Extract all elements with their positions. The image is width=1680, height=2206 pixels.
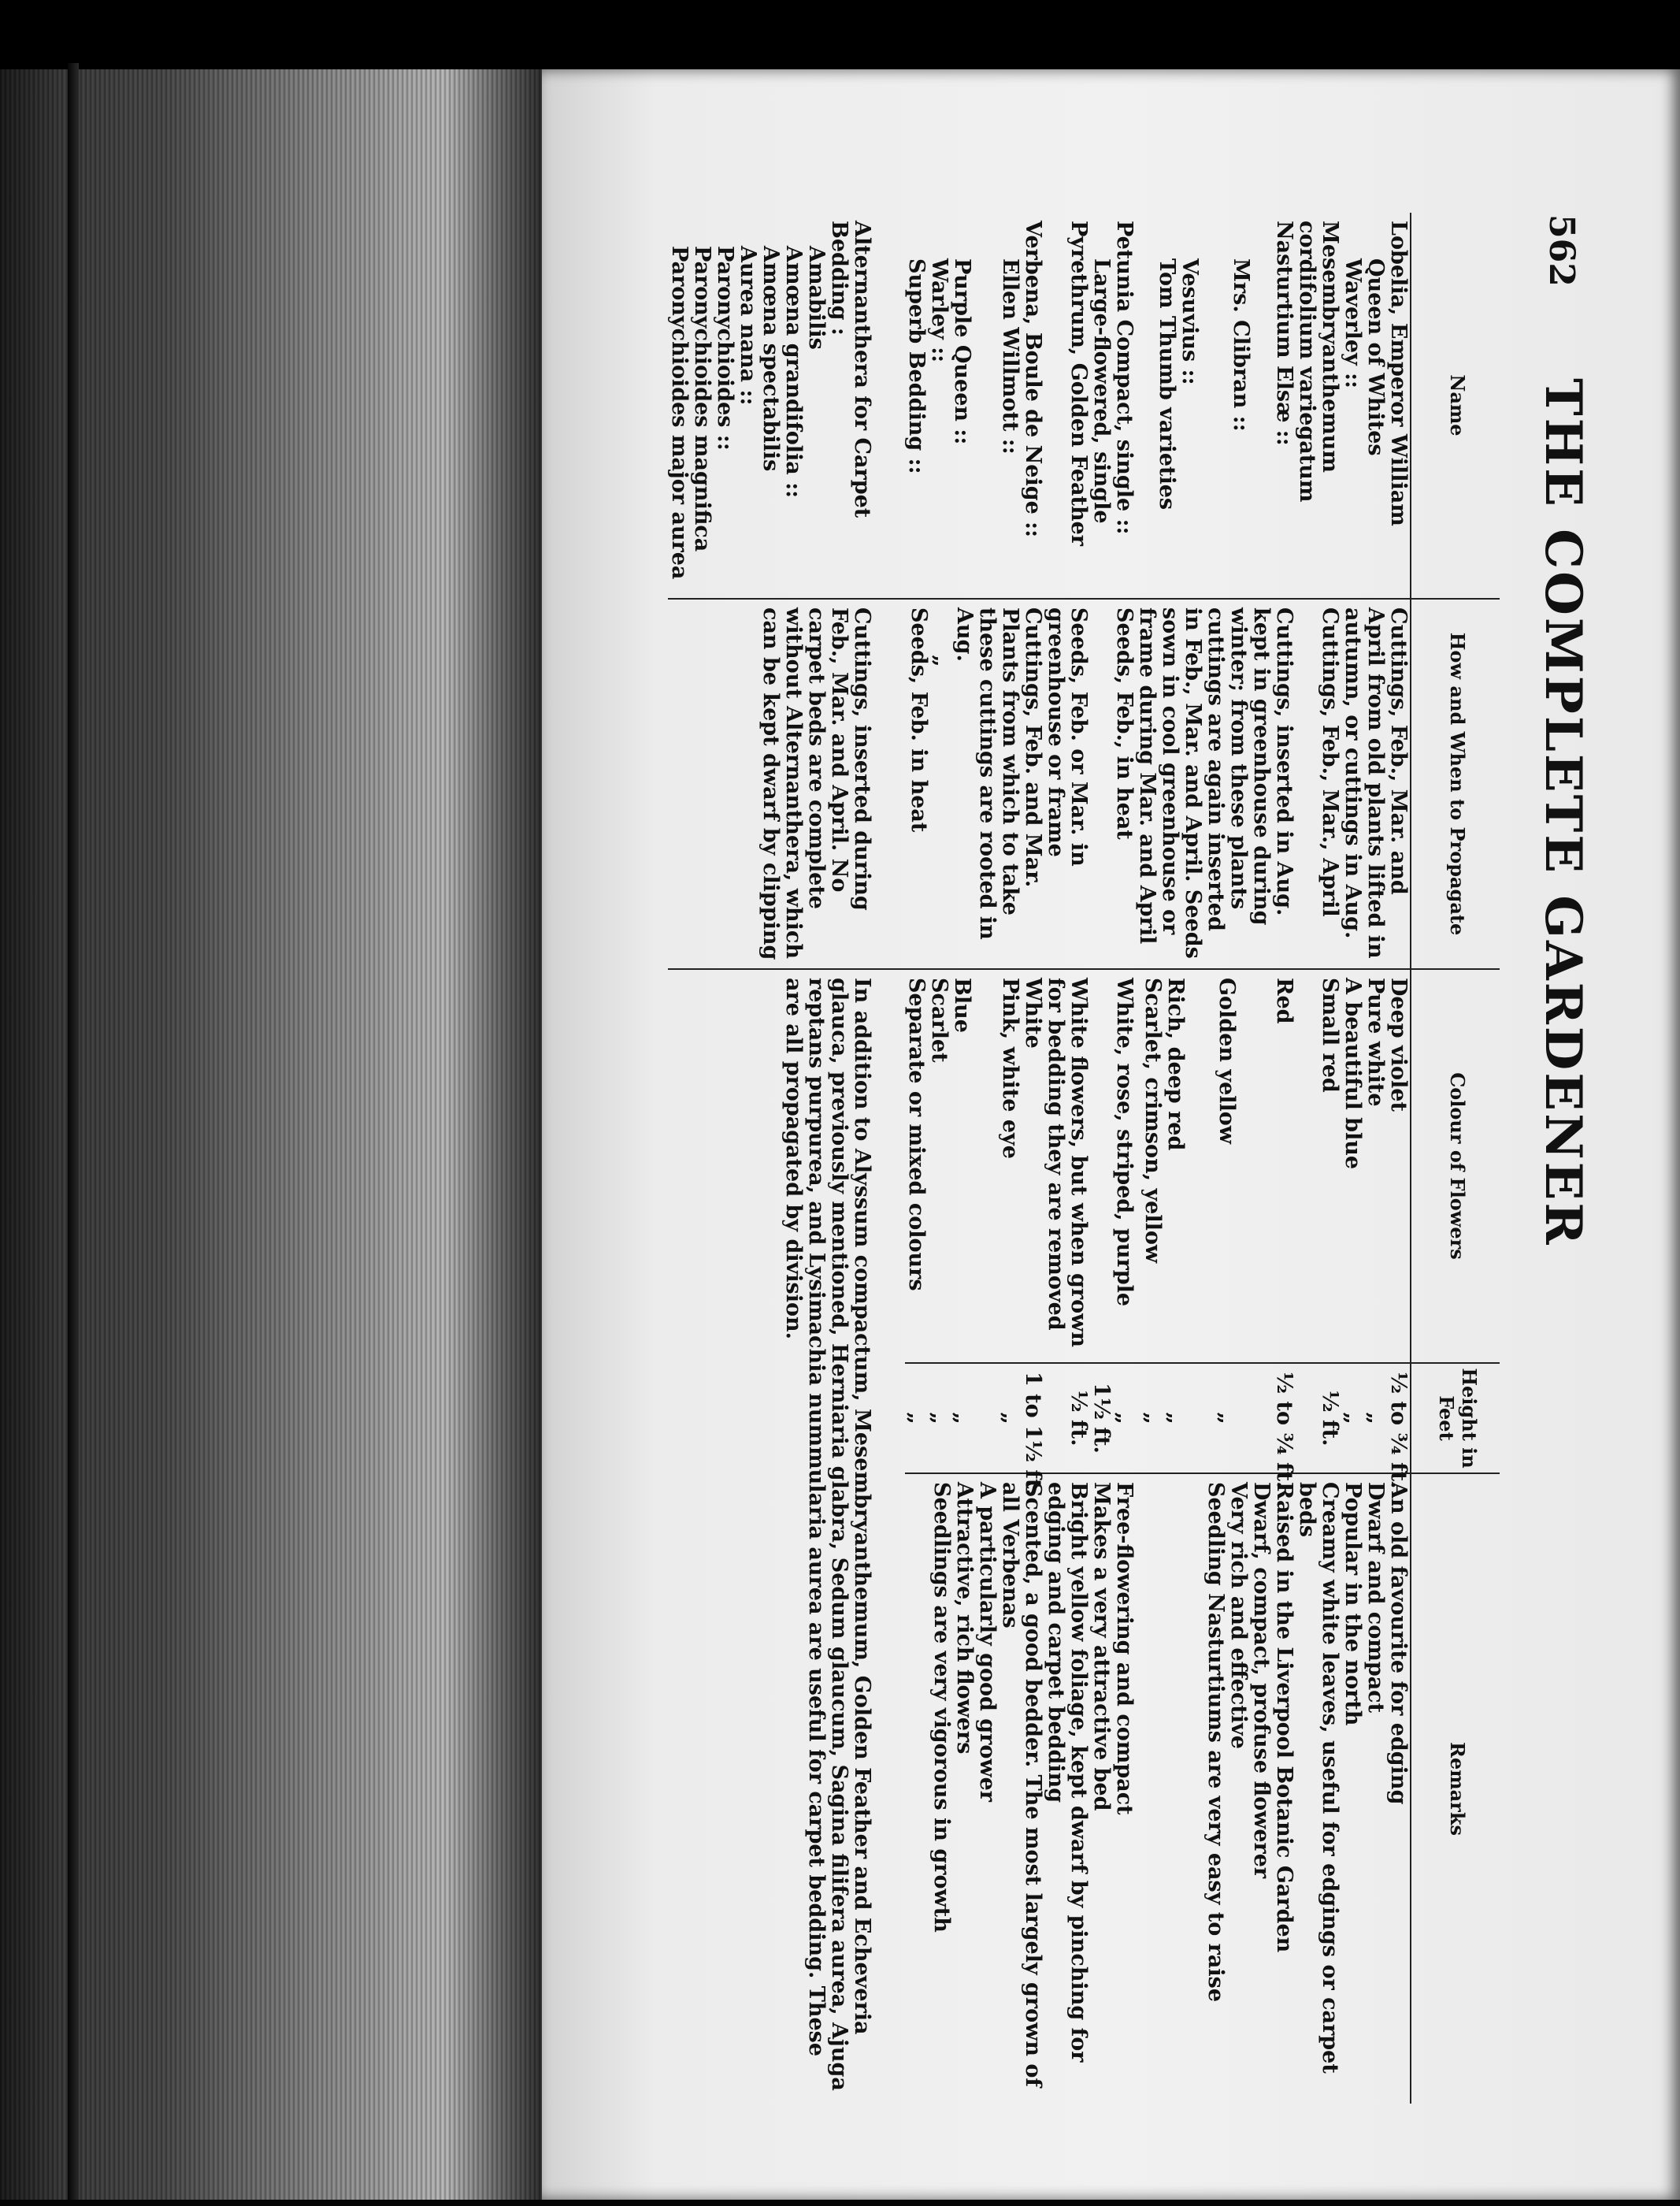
remarks-cell bbox=[1136, 1473, 1296, 2104]
colour-value: Pink, white eye bbox=[998, 978, 1022, 1159]
colour-value: Scarlet bbox=[927, 978, 951, 1063]
propagate-cell: Seeds, Feb. or Mar. in greenhouse or frame bbox=[1044, 599, 1090, 969]
plant-name: Nasturtium Elsæ :: bbox=[1272, 221, 1296, 446]
table-header-row bbox=[1411, 213, 1500, 2104]
plant-name: Mrs. Clibran :: bbox=[1229, 258, 1253, 432]
name-cell bbox=[1090, 213, 1136, 599]
plant-name: Tom Thumb varieties bbox=[1155, 258, 1179, 511]
colour-cell bbox=[905, 969, 1044, 1363]
colour-value: A beautiful blue bbox=[1341, 978, 1365, 1170]
colour-value: Red bbox=[1272, 978, 1296, 1024]
plant-name: Purple Queen :: bbox=[950, 258, 974, 445]
left-page-edge bbox=[68, 63, 79, 2200]
propagate-cell: Cuttings, Feb., Mar. and April from old plants lifted in autumn, or cuttings in Aug. bbox=[1341, 599, 1411, 969]
propagate-cell: Cuttings, inserted in Aug. kept in greenhouse during winter; from these plants cuttings are again inserted in Feb., Mar. and April. Seeds sown in cool greenhouse or frame during Mar. and April bbox=[1136, 599, 1296, 969]
remark-text: An old favourite for edging bbox=[1386, 1482, 1411, 1805]
ditto-mark: „ bbox=[929, 655, 954, 667]
remark-text: Very rich and effective bbox=[1226, 1482, 1251, 1749]
plant-name: Mesembryanthemum cordifolium variegatum bbox=[1295, 221, 1342, 503]
remark-text: Raised in the Liverpool Botanic Garden bbox=[1272, 1482, 1296, 1953]
book-title: THE COMPLETE GARDENER bbox=[1534, 378, 1593, 1247]
height-cell bbox=[1136, 1363, 1296, 1489]
colour-value: Rich, deep red bbox=[1163, 978, 1188, 1151]
table-row bbox=[1136, 213, 1296, 2104]
table-row bbox=[1090, 213, 1136, 2104]
plant-name: Warley :: bbox=[927, 258, 951, 363]
header-colour: Colour of Flowers bbox=[1411, 969, 1500, 1363]
height-value: 1½ ft. bbox=[1089, 1383, 1114, 1454]
remark-text: Attractive, rich flowers bbox=[952, 1482, 977, 1755]
remarks-cell bbox=[1341, 1473, 1411, 2104]
propagate-cell: Cuttings, inserted during Feb., Mar. and April. No carpet beds are complete without Alternanthera, which can be kept dwarf by clipping bbox=[668, 599, 905, 969]
page-header bbox=[1498, 213, 1593, 2206]
plant-name: Waverley :: bbox=[1341, 258, 1365, 389]
remarks-cell bbox=[905, 1473, 1044, 2104]
height-value: „ bbox=[1112, 1412, 1137, 1424]
plant-name: Vesuvius :: bbox=[1177, 258, 1202, 385]
plant-name: Amabilis bbox=[804, 246, 829, 350]
name-cell bbox=[905, 213, 1044, 599]
book-binding-shadow bbox=[0, 69, 543, 2200]
remark-text: Makes a very attractive bed bbox=[1089, 1482, 1114, 1811]
height-value: „ bbox=[998, 1412, 1022, 1424]
plant-table bbox=[668, 213, 1500, 2104]
remarks-cell: Bright yellow foliage, kept dwarf by pinching for edging and carpet bedding bbox=[1044, 1473, 1090, 2104]
plant-name: Paronychioides :: bbox=[713, 246, 737, 451]
table-row bbox=[668, 213, 905, 2104]
plant-name: Pyrethrum, Golden Feather bbox=[1066, 221, 1091, 547]
height-cell bbox=[1090, 1363, 1136, 1473]
colour-value: White bbox=[1021, 978, 1045, 1049]
colour-cell: Small red bbox=[1296, 969, 1341, 1363]
remark-text: Popular in the north bbox=[1341, 1482, 1365, 1726]
plant-name: Petunia Compact, single :: bbox=[1112, 221, 1137, 535]
height-value: ½ to ¾ ft. bbox=[1386, 1372, 1411, 1489]
remarks-cell: Creamy white leaves, useful for edgings or carpet beds bbox=[1296, 1473, 1341, 2104]
height-value: „ bbox=[1341, 1412, 1365, 1424]
colour-value: Separate or mixed colours bbox=[904, 978, 929, 1291]
remark-text: Free-flowering and compact bbox=[1112, 1482, 1137, 1815]
colour-value: Golden yellow bbox=[1215, 978, 1239, 1145]
colour-value: Deep violet bbox=[1386, 978, 1411, 1112]
plant-name: Aurea nana :: bbox=[736, 246, 760, 406]
table-row bbox=[1044, 213, 1090, 2104]
colour-value: Scarlet, crimson, yellow bbox=[1140, 978, 1165, 1264]
height-value: „ bbox=[1163, 1412, 1188, 1424]
page-number: 562 bbox=[1541, 214, 1582, 287]
propagate-cell: Seeds, Feb., in heat bbox=[1090, 599, 1136, 969]
height-value: „ bbox=[1215, 1412, 1239, 1424]
height-cell: ½ ft. bbox=[1044, 1363, 1090, 1473]
header-name: Name bbox=[1411, 213, 1500, 599]
colour-value: Blue bbox=[950, 978, 974, 1033]
plant-name: Amœna spectabilis bbox=[758, 246, 783, 472]
propagate-cell: Cuttings, Feb., Mar., April bbox=[1296, 599, 1341, 969]
height-cell: ½ ft. bbox=[1296, 1363, 1341, 1473]
colour-cell: White flowers, but when grown for bedding they are removed bbox=[1044, 969, 1090, 1363]
header-propagate: How and When to Propagate bbox=[1411, 599, 1500, 969]
remark-text: Seedling Nasturtiums are very easy to raise bbox=[1203, 1482, 1228, 2003]
header-height: Height in Feet bbox=[1411, 1363, 1500, 1473]
remark-text: Dwarf and compact bbox=[1363, 1482, 1388, 1714]
top-border bbox=[0, 0, 1680, 69]
height-value: „ bbox=[1363, 1412, 1388, 1424]
plant-name: Queen of Whites bbox=[1363, 258, 1388, 456]
height-value: „ bbox=[1140, 1412, 1165, 1424]
table-row bbox=[905, 213, 1044, 2104]
remark-text: Seedlings are very vigorous in growth bbox=[929, 1482, 954, 1933]
table-row bbox=[1341, 213, 1411, 2104]
remark-text: Dwarf, compact, profuse flowerer bbox=[1249, 1482, 1274, 1879]
colour-cell: White, rose, striped, purple bbox=[1090, 969, 1136, 1363]
height-cell bbox=[904, 1363, 1045, 1496]
propagate-cell bbox=[905, 599, 1044, 969]
remarks-cell bbox=[1090, 1473, 1136, 2104]
height-value: „ bbox=[927, 1412, 951, 1424]
colour-value: Pure white bbox=[1363, 978, 1388, 1107]
plant-name: Large-flowered, single bbox=[1089, 258, 1114, 524]
carpet-bedding-note: In addition to Alyssum compactum, Mesembryanthemum, Golden Feather and Echeveria glauca, previously mentioned, Herniaria glabra, Sedum glaucum, Sagina filifera aurea, Ajuga reptans purpurea, and Lysimachia nummularia aurea are useful for carpet bedding. These are all propagated by division. bbox=[668, 969, 905, 2104]
plant-name: Paronychioides magnifica bbox=[690, 246, 714, 552]
plant-name: Superb Bedding :: bbox=[904, 258, 929, 474]
header-remarks: Remarks bbox=[1411, 1473, 1500, 2104]
name-cell bbox=[668, 213, 905, 599]
plant-name: Verbena, Boule de Neige :: bbox=[1021, 221, 1045, 538]
rotated-page-content bbox=[667, 213, 1593, 2206]
name-cell bbox=[1341, 213, 1411, 599]
height-value: 1 to 1½ ft. bbox=[1021, 1372, 1045, 1496]
colour-cell bbox=[1136, 969, 1296, 1363]
plant-group-heading: Alternanthera for Carpet Bedding : bbox=[827, 221, 874, 518]
colour-cell bbox=[1341, 969, 1411, 1363]
table-row bbox=[1296, 213, 1341, 2104]
height-value: ½ to ¾ ft. bbox=[1272, 1372, 1296, 1489]
remark-text: Scented, a good bedder. The most largely grown of all Verbenas bbox=[998, 1482, 1045, 2088]
propagate-text: Cuttings, Feb. and Mar. Plants from which to take these cuttings are rooted in Aug. bbox=[952, 607, 1045, 940]
plant-name: Ellen Willmott :: bbox=[998, 258, 1022, 455]
name-cell bbox=[1136, 213, 1296, 599]
plant-name: Paronychioides major aurea bbox=[667, 246, 692, 580]
height-value: „ bbox=[904, 1412, 929, 1424]
height-value: „ bbox=[950, 1412, 974, 1424]
plant-name: Amœna grandifolia :: bbox=[781, 246, 806, 499]
propagate-text: Seeds, Feb. in heat bbox=[907, 607, 931, 833]
plant-name: Lobelia, Emperor William bbox=[1386, 221, 1411, 526]
height-cell bbox=[1341, 1363, 1411, 1489]
remark-text: A particularly good grower bbox=[975, 1482, 999, 1803]
